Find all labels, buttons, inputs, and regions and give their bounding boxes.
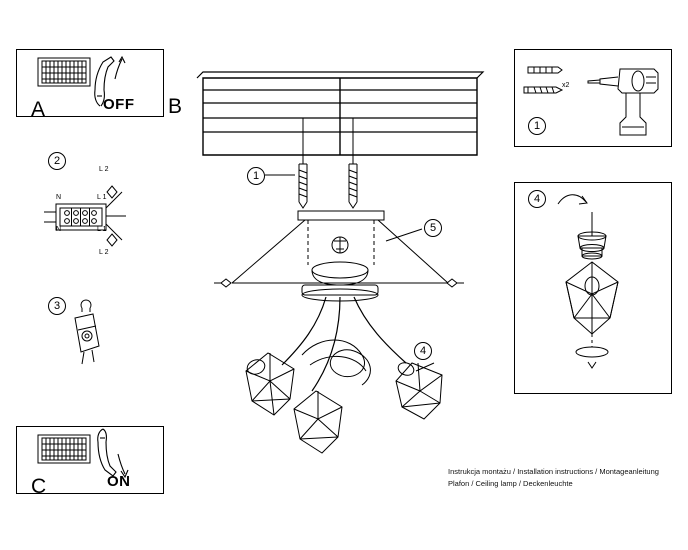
tools-quantity-label: x2 (562, 82, 570, 89)
step-1-rod-badge (247, 167, 265, 185)
step-5-badge (424, 219, 442, 237)
terminal-label-l2-top: L 2 (99, 166, 109, 173)
step-4-arm-number: 4 (419, 345, 427, 357)
step-2-number: 2 (53, 155, 61, 167)
connector-graphic (66, 296, 136, 368)
footer-line-2: Plafon / Ceiling lamp / Deckenleuchte (448, 478, 573, 488)
terminal-block-graphic (38, 172, 158, 268)
shade-detail-graphic (514, 182, 672, 394)
panel-c-state-label: ON (107, 473, 131, 490)
step-1-tools-number: 1 (533, 120, 541, 132)
step-3-badge (48, 297, 66, 315)
step-4-arm-badge (414, 342, 432, 360)
step-1-rod-number: 1 (252, 170, 260, 182)
step-3-number: 3 (53, 300, 61, 312)
step-4-shade-number: 4 (533, 193, 541, 205)
mounting-hardware-graphic (265, 118, 395, 213)
terminal-label-l1-lower: L 1 (97, 226, 107, 233)
panel-b-letter: B (168, 95, 183, 118)
footer-text-block (448, 466, 659, 489)
terminal-label-l1-right: L 1 (97, 194, 107, 201)
step-5-number: 5 (429, 222, 437, 234)
step-2-badge (48, 152, 66, 170)
footer-line-1: Instrukcja montażu / Installation instructions / Montageanleitung (448, 467, 659, 476)
terminal-label-n-left: N (56, 194, 62, 201)
terminal-label-n-lower: N (56, 226, 62, 233)
panel-a-graphic (16, 49, 164, 117)
lamp-assembly-graphic (190, 205, 490, 445)
panel-a-state-label: OFF (103, 96, 135, 113)
panel-c-graphic (16, 426, 164, 494)
panel-a-letter: A (31, 98, 46, 121)
panel-c-letter: C (31, 475, 47, 498)
tools-graphic (514, 49, 672, 147)
terminal-label-l2-bottom: L 2 (99, 249, 109, 256)
